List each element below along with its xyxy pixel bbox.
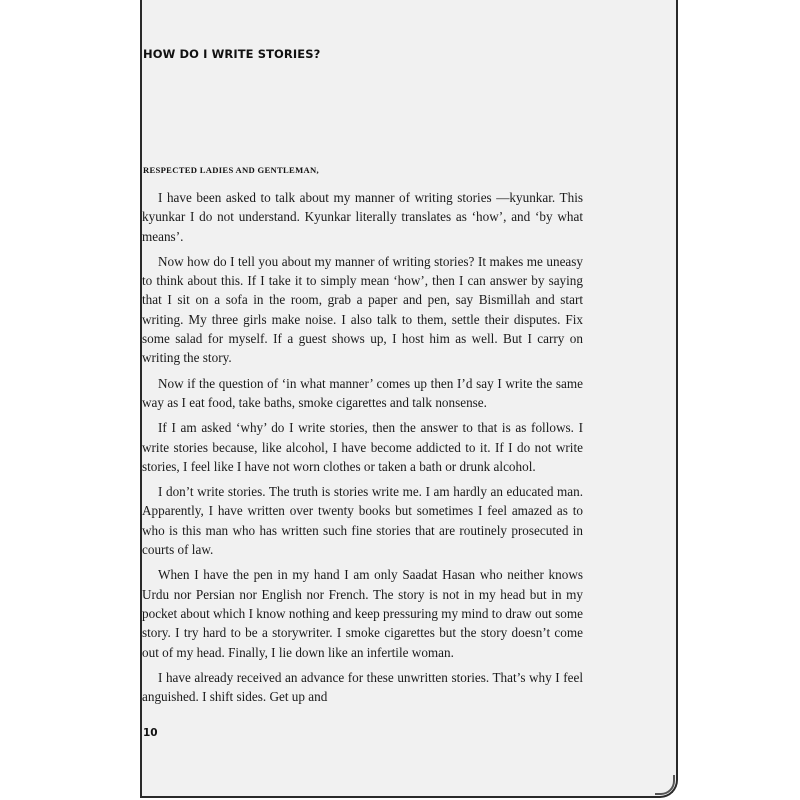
salutation: RESPECTED LADIES AND GENTLEMAN,	[143, 165, 319, 175]
paragraph: I have been asked to talk about my manner of writing stories —kyunkar. This kyunkar I do not understand. Kyunkar literally translates as ‘how’, and ‘by what means’.	[142, 190, 583, 244]
page-number: 10	[143, 727, 158, 739]
chapter-title: HOW DO I WRITE STORIES?	[143, 47, 321, 61]
paragraph: I have already received an advance for these unwritten stories. That’s why I feel anguished. I shift sides. Get up and	[142, 669, 583, 705]
paragraph: Now if the question of ‘in what manner’ comes up then I’d say I write the same way as I eat food, take baths, smoke cigarettes and talk nonsense.	[142, 375, 583, 410]
paragraph: If I am asked ‘why’ do I write stories, then the answer to that is as follows. I write stories because, like alcohol, I have become addicted to it. If I do not write stories, I feel like I have not worn clothes or taken a bath or drunk alcohol.	[142, 420, 583, 474]
paragraph: When I have the pen in my hand I am only Saadat Hasan who neither knows Urdu nor Persian nor English nor French. The story is not in my head but in my pocket about which I know nothing and keep pressuring my mind to draw out some story. I try hard to be a storywriter. I smoke cigarettes but the story doesn’t come out of my head. Finally, I lie down like an infertile woman.	[142, 567, 583, 660]
body-text	[142, 188, 583, 712]
paragraph: Now how do I tell you about my manner of writing stories? It makes me uneasy to think about this. If I take it to simply mean ‘how’, then I can answer by saying that I sit on a sofa in the room, grab a paper and pen, say Bismillah and start writing. My three girls make noise. I also talk to them, settle their disputes. Fix some salad for myself. If a guest shows up, I host him as well. But I carry on writing the story.	[142, 253, 583, 366]
paragraph: I don’t write stories. The truth is stories write me. I am hardly an educated man. Apparently, I have written over twenty books but sometimes I feel amazed as to who is this man who has written such fine stories that are routinely prosecuted in courts of law.	[142, 484, 583, 558]
